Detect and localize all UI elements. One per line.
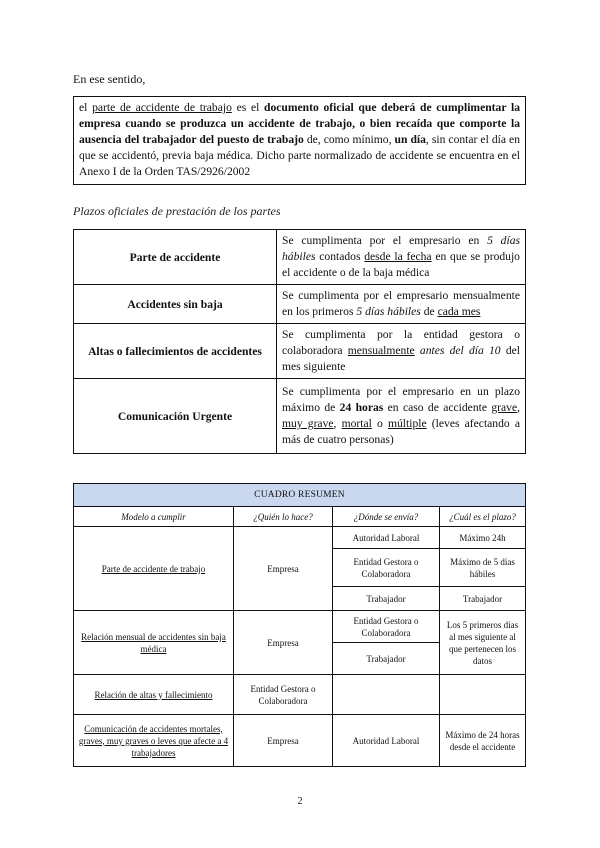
plazos-underline: mortal	[341, 417, 372, 430]
plazos-description	[277, 230, 526, 285]
plazos-text: Se cumplimenta por el empresario en	[282, 234, 488, 247]
dest-cell: Autoridad Laboral	[333, 715, 440, 767]
box-underline-1: parte de accidente de trabajo	[92, 101, 232, 114]
plazos-italic: antes del día 10	[419, 344, 501, 357]
dest-cell	[333, 675, 440, 715]
plazos-bold: 24 horas	[339, 401, 384, 414]
plazos-label: Parte de accidente	[74, 230, 277, 285]
plazos-table	[73, 229, 526, 454]
model-cell: Comunicación de accidentes mortales, graves, muy graves o leves que afecte a 4 trabajadores	[74, 715, 234, 767]
dest-cell: Autoridad Laboral	[333, 527, 440, 549]
dest-cell: Entidad Gestora o Colaboradora	[333, 549, 440, 587]
model-cell: Relación mensual de accidentes sin baja médica	[74, 611, 234, 675]
table-row	[74, 675, 526, 715]
header-who: ¿Quién lo hace?	[234, 507, 333, 527]
dest-cell: Trabajador	[333, 643, 440, 675]
plazos-text: del mes siguiente	[282, 344, 520, 373]
who-cell: Empresa	[234, 611, 333, 675]
plazos-text: ,	[333, 417, 342, 430]
box-bold-1: documento oficial que deberá de cumplimentar la empresa cuando se produzca un accidente de trabajo, o bien recaída que comporte la ausencia del trabajador del puesto de trabajo	[79, 101, 520, 146]
plazos-italic: 5 días hábiles	[282, 234, 520, 263]
dest-cell: Entidad Gestora o Colaboradora	[333, 611, 440, 643]
plazos-text: contados	[315, 250, 365, 263]
intro-text: En ese sentido,	[73, 72, 146, 86]
model-cell: Parte de accidente de trabajo	[74, 527, 234, 611]
deadline-cell	[440, 675, 526, 715]
section-subheading: Plazos oficiales de prestación de los partes	[73, 204, 281, 218]
box-bold-2: un día	[394, 133, 426, 146]
table-row	[74, 527, 526, 549]
summary-title: CUADRO RESUMEN	[74, 484, 526, 507]
who-cell: Entidad Gestora o Colaboradora	[234, 675, 333, 715]
box-text-4: , sin contar el día en que se accidentó, previa baja médica. Dicho parte normalizado de accidente se encuentra en el Anexo I de la Orden TAS/2926/2002	[79, 133, 520, 178]
plazos-text: Se cumplimenta por el empresario mensualmente en los primeros	[282, 289, 520, 318]
summary-title-row	[74, 484, 526, 507]
plazos-text: Se cumplimenta por el empresario en un plazo máximo de	[282, 385, 520, 414]
plazos-row	[74, 230, 526, 285]
plazos-text: (leves afectando a más de cuatro personas)	[282, 417, 521, 446]
plazos-text: o	[371, 417, 388, 430]
plazos-text: en que se produjo el accidente o de la baja médica	[282, 250, 520, 279]
plazos-underline: desde la fecha	[364, 250, 432, 263]
deadline-cell: Máximo 24h	[440, 527, 526, 549]
deadline-cell: Trabajador	[440, 587, 526, 611]
header-deadline: ¿Cuál es el plazo?	[440, 507, 526, 527]
plazos-underline: mensualmente	[347, 344, 415, 357]
deadline-cell: Los 5 primeros días al mes siguiente al que pertenecen los datos	[440, 611, 526, 675]
plazos-underline: muy grave	[282, 417, 334, 430]
deadline-cell: Máximo de 24 horas desde el accidente	[440, 715, 526, 767]
plazos-row	[74, 285, 526, 324]
plazos-underline: cada mes	[437, 305, 481, 318]
summary-table	[73, 483, 526, 767]
plazos-text: ,	[517, 401, 520, 414]
plazos-text: Se cumplimenta por la entidad gestora o colaboradora	[282, 328, 520, 357]
plazos-italic: 5 días hábiles	[356, 305, 421, 318]
plazos-label: Altas o fallecimientos de accidentes	[74, 324, 277, 379]
summary-header-row	[74, 507, 526, 527]
plazos-row	[74, 324, 526, 379]
model-cell: Relación de altas y fallecimiento	[74, 675, 234, 715]
plazos-row	[74, 379, 526, 454]
plazos-label: Comunicación Urgente	[74, 379, 277, 454]
plazos-description	[277, 285, 526, 324]
box-text-1: el	[79, 101, 93, 114]
plazos-underline: múltiple	[387, 417, 427, 430]
table-row	[74, 611, 526, 643]
plazos-description	[277, 324, 526, 379]
header-where: ¿Dónde se envía?	[333, 507, 440, 527]
table-row	[74, 715, 526, 767]
deadline-cell: Máximo de 5 días hábiles	[440, 549, 526, 587]
who-cell: Empresa	[234, 527, 333, 611]
box-text-2: es el	[231, 101, 265, 114]
who-cell: Empresa	[234, 715, 333, 767]
plazos-description	[277, 379, 526, 454]
box-text-3: de, como mínimo,	[303, 133, 395, 146]
dest-cell: Trabajador	[333, 587, 440, 611]
plazos-text: de	[420, 305, 438, 318]
plazos-underline: grave	[491, 401, 518, 414]
header-model: Modelo a cumplir	[74, 507, 234, 527]
page-number: 2	[297, 796, 303, 807]
definition-box	[73, 96, 526, 185]
plazos-text: en caso de accidente	[383, 401, 492, 414]
plazos-label: Accidentes sin baja	[74, 285, 277, 324]
